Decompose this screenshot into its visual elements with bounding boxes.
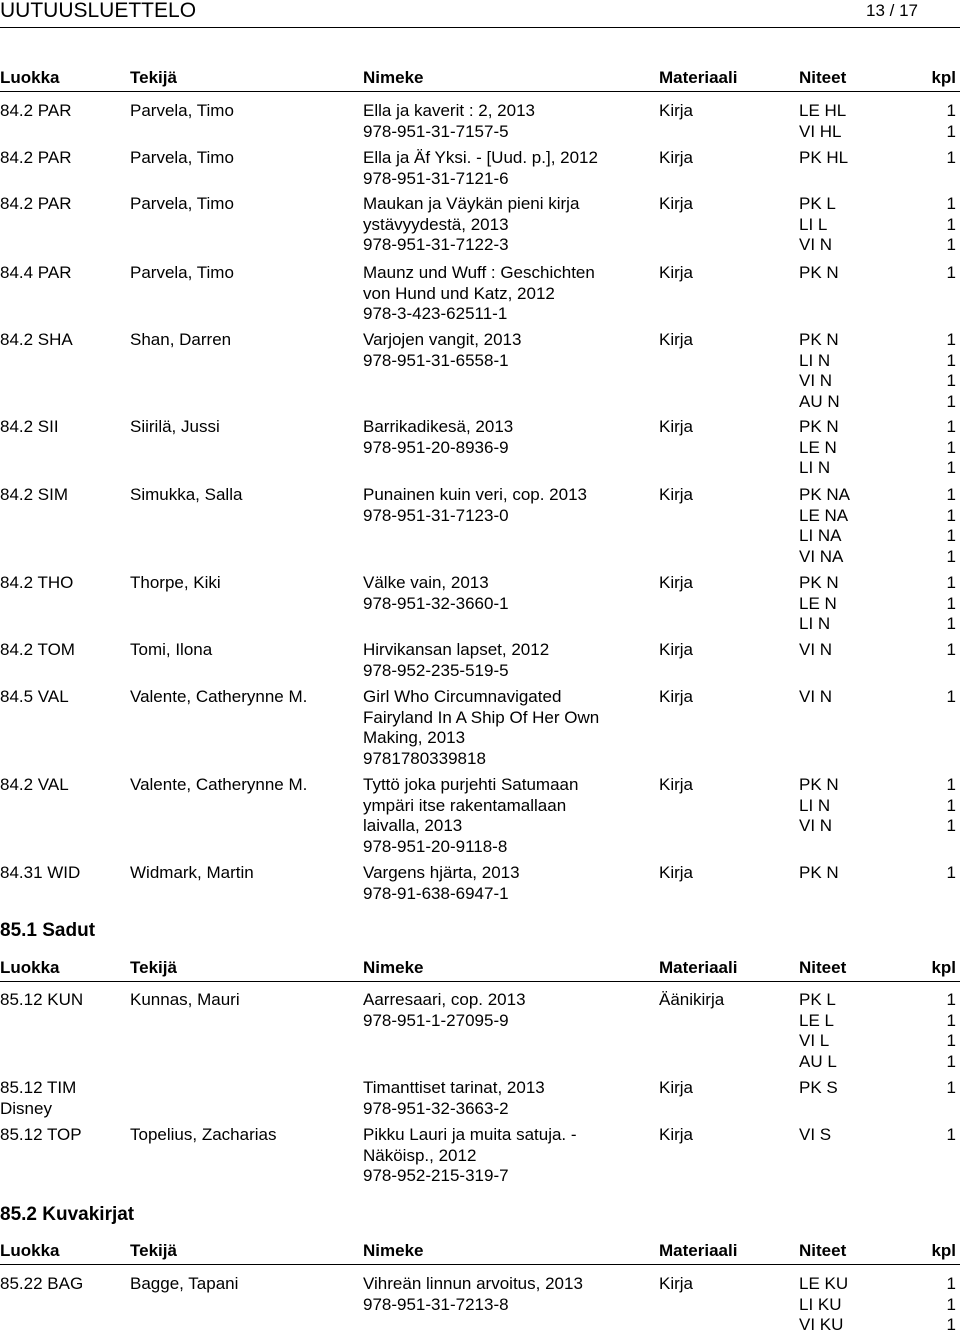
cell-materiaali [659,687,693,708]
cell-kpl [947,863,956,884]
nimeke-line: 978-951-20-9118-8 [363,836,508,856]
tekija-line: Parvela, Timo [130,263,234,282]
cell-kpl [947,573,956,635]
kpl-line: 1 [946,1315,956,1334]
kpl-line: 1 [946,526,956,545]
niteet-line: PK NA [799,485,851,504]
materiaali-line: Kirja [659,1125,694,1144]
kpl-line: 1 [946,121,956,141]
nimeke-line: 978-952-235-519-5 [363,660,509,680]
cell-kpl [947,148,956,169]
tekija-line: Thorpe, Kiki [130,573,221,592]
niteet-line: PK N [799,330,839,349]
nimeke-line: 978-951-31-7123-0 [363,505,509,525]
kpl-line: 1 [946,1031,956,1050]
niteet-line: PK N [799,573,839,592]
kpl-line: 1 [946,687,956,706]
niteet-line: LI N [799,458,831,477]
cell-kpl [947,1125,956,1146]
cell-nimeke [363,485,587,526]
document-title: UUTUUSLUETTELO [0,0,197,22]
cell-materiaali [659,640,693,661]
section-title: 85.1 Sadut [0,920,96,941]
materiaali-line: Kirja [659,573,694,592]
niteet-line: LI KU [799,1294,842,1314]
cell-niteet [799,1078,838,1099]
cell-kpl [947,101,956,142]
tekija-line: Kunnas, Mauri [130,990,240,1009]
cell-materiaali [659,330,693,351]
cell-materiaali [659,1125,693,1146]
kpl-line: 1 [946,391,956,411]
cell-materiaali [659,1274,693,1295]
cell-tekija [130,417,220,438]
cell-tekija [130,990,240,1011]
nimeke-line: Girl Who Circumnavigated [363,687,562,706]
nimeke-line: Välke vain, 2013 [363,573,489,592]
niteet-line: LI N [799,350,831,370]
tekija-line: Simukka, Salla [130,485,243,504]
kpl-line: 1 [946,505,956,525]
tekija-line: Parvela, Timo [130,148,234,167]
luokka-line: 85.12 KUN [0,990,84,1009]
cell-materiaali [659,417,693,438]
section-title: 85.2 Kuvakirjat [0,1204,135,1225]
cell-kpl [947,1274,956,1336]
kpl-line: 1 [946,263,956,282]
kpl-line: 1 [946,1274,956,1293]
kpl-line: 1 [946,371,956,390]
cell-tekija [130,863,254,884]
kpl-line: 1 [946,194,956,213]
materiaali-line: Kirja [659,775,694,794]
luokka-line: 84.2 TOM [0,640,75,659]
niteet-line: LI NA [799,526,842,545]
luokka-line: Disney [0,1098,52,1118]
cell-tekija [130,330,231,351]
cell-tekija [130,573,221,594]
kpl-line: 1 [946,214,956,234]
nimeke-line: von Hund und Katz, 2012 [363,283,555,303]
kpl-line: 1 [946,235,956,254]
luokka-line: 84.2 SIM [0,485,69,504]
kpl-line: 1 [946,458,956,477]
column-header-kpl: kpl [931,958,956,977]
luokka-line: 84.2 SII [0,417,59,436]
nimeke-line: 978-951-31-7122-3 [363,235,509,254]
luokka-line: 85.12 TIM [0,1078,77,1097]
niteet-line: PK N [799,417,839,436]
cell-niteet [799,775,839,837]
column-header-niteet: Niteet [799,68,847,87]
nimeke-line: Barrikadikesä, 2013 [363,417,514,436]
cell-niteet [799,990,837,1072]
cell-luokka [0,1274,83,1295]
materiaali-line: Kirja [659,148,694,167]
column-header-tekija: Tekijä [130,1241,177,1260]
cell-kpl [947,330,956,412]
kpl-line: 1 [946,546,956,566]
nimeke-line: Näköisp., 2012 [363,1145,477,1165]
cell-kpl [947,194,956,256]
column-header-luokka: Luokka [0,958,60,977]
nimeke-line: ympäri itse rakentamallaan [363,795,567,815]
cell-kpl [947,687,956,708]
kpl-line: 1 [946,330,956,349]
cell-nimeke [363,863,520,904]
cell-nimeke [363,990,526,1031]
materiaali-line: Kirja [659,863,694,882]
kpl-line: 1 [946,990,956,1009]
niteet-line: LE NA [799,505,849,525]
materiaali-line: Kirja [659,263,694,282]
niteet-line: PK N [799,263,839,282]
cell-luokka [0,417,59,438]
niteet-line: PK N [799,775,839,794]
header-rule [0,27,960,28]
cell-materiaali [659,573,693,594]
kpl-line: 1 [946,437,956,457]
cell-luokka [0,101,72,122]
niteet-line: PK HL [799,148,849,167]
cell-kpl [947,640,956,661]
cell-luokka [0,148,72,169]
luokka-line: 85.22 BAG [0,1274,84,1293]
materiaali-line: Kirja [659,101,694,120]
cell-luokka [0,485,68,506]
column-header-nimeke: Nimeke [363,68,424,87]
niteet-line: VI L [799,1031,830,1050]
luokka-line: 84.2 THO [0,573,74,592]
cell-nimeke [363,194,579,256]
cell-nimeke [363,417,513,458]
tekija-line: Parvela, Timo [130,101,234,120]
column-header-rule [0,91,960,92]
column-header-niteet: Niteet [799,1241,847,1260]
cell-luokka [0,1125,82,1146]
cell-kpl [947,263,956,284]
cell-materiaali [659,775,693,796]
nimeke-line: 978-951-31-7213-8 [363,1294,509,1314]
nimeke-line: 9781780339818 [363,748,486,768]
cell-kpl [947,485,956,567]
tekija-line: Topelius, Zacharias [130,1125,277,1144]
niteet-line: VI N [799,235,833,254]
page-header [0,0,960,22]
cell-niteet [799,263,839,284]
tekija-line: Valente, Catherynne M. [130,687,308,706]
cell-nimeke [363,263,595,325]
nimeke-line: 978-91-638-6947-1 [363,883,509,903]
cell-luokka [0,573,73,594]
luokka-line: 84.31 WID [0,863,81,882]
tekija-line: Valente, Catherynne M. [130,775,308,794]
column-header-kpl: kpl [931,1241,956,1260]
niteet-line: LI N [799,614,831,633]
niteet-line: LI L [799,214,828,234]
column-header-row [0,1240,960,1262]
tekija-line: Widmark, Martin [130,863,254,882]
cell-nimeke [363,687,599,769]
nimeke-line: 978-951-31-7157-5 [363,121,509,141]
cell-niteet [799,485,850,567]
nimeke-line: 978-3-423-62511-1 [363,304,508,323]
kpl-line: 1 [946,417,956,436]
cell-niteet [799,148,848,169]
nimeke-line: 978-951-32-3660-1 [363,593,509,613]
cell-nimeke [363,1125,577,1187]
materiaali-line: Kirja [659,417,694,436]
kpl-line: 1 [946,101,956,120]
column-header-niteet: Niteet [799,958,847,977]
tekija-line: Tomi, Ilona [130,640,213,659]
column-header-row [0,957,960,979]
column-header-rule [0,981,960,982]
niteet-line: PK L [799,990,836,1009]
niteet-line: VI N [799,371,833,390]
cell-niteet [799,573,839,635]
cell-tekija [130,1274,238,1295]
nimeke-line: Making, 2013 [363,728,466,747]
column-header-kpl: kpl [931,68,956,87]
cell-nimeke [363,330,521,371]
column-header-nimeke: Nimeke [363,958,424,977]
cell-niteet [799,863,839,884]
column-header-rule [0,1264,960,1265]
luokka-line: 84.2 PAR [0,148,72,167]
materiaali-line: Kirja [659,485,694,504]
nimeke-line: Ella ja Äf Yksi. - [Uud. p.], 2012 [363,148,598,167]
kpl-line: 1 [946,614,956,633]
niteet-line: LE N [799,437,837,457]
nimeke-line: Maunz und Wuff : Geschichten [363,263,595,282]
cell-luokka [0,1078,76,1119]
nimeke-line: Vihreän linnun arvoitus, 2013 [363,1274,583,1293]
nimeke-line: Tyttö joka purjehti Satumaan [363,775,579,794]
cell-niteet [799,1125,831,1146]
kpl-line: 1 [946,816,956,835]
kpl-line: 1 [946,640,956,659]
niteet-line: LE L [799,1010,834,1030]
nimeke-line: Punainen kuin veri, cop. 2013 [363,485,587,504]
cell-materiaali [659,485,693,506]
nimeke-line: Hirvikansan lapset, 2012 [363,640,550,659]
cell-tekija [130,194,234,215]
cell-nimeke [363,101,535,142]
niteet-line: LI N [799,795,831,815]
nimeke-line: laivalla, 2013 [363,816,463,835]
niteet-line: AU L [799,1051,837,1071]
niteet-line: VI HL [799,121,842,141]
niteet-line: VI N [799,640,833,659]
cell-luokka [0,863,80,884]
tekija-line: Siirilä, Jussi [130,417,220,436]
column-header-tekija: Tekijä [130,958,177,977]
niteet-line: PK L [799,194,836,213]
kpl-line: 1 [946,485,956,504]
cell-nimeke [363,148,598,189]
cell-tekija [130,640,212,661]
luokka-line: 84.2 PAR [0,194,72,213]
luokka-line: 84.2 VAL [0,775,69,794]
column-header-materiaali: Materiaali [659,68,738,87]
luokka-line: 84.2 SHA [0,330,73,349]
materiaali-line: Kirja [659,330,694,349]
cell-tekija [130,485,242,506]
cell-materiaali [659,1078,693,1099]
niteet-line: PK S [799,1078,838,1097]
materiaali-line: Kirja [659,1274,694,1293]
cell-kpl [947,990,956,1072]
niteet-line: PK N [799,863,839,882]
niteet-line: VI S [799,1125,832,1144]
tekija-line: Shan, Darren [130,330,232,349]
materiaali-line: Kirja [659,687,694,706]
niteet-line: LE HL [799,101,847,120]
cell-luokka [0,687,69,708]
nimeke-line: Fairyland In A Ship Of Her Own [363,707,600,727]
cell-tekija [130,775,307,796]
kpl-line: 1 [946,573,956,592]
nimeke-line: 978-951-31-7121-6 [363,168,509,188]
materiaali-line: Kirja [659,640,694,659]
cell-tekija [130,687,307,708]
cell-niteet [799,640,832,661]
niteet-line: VI KU [799,1315,844,1334]
cell-materiaali [659,101,693,122]
nimeke-line: Vargens hjärta, 2013 [363,863,520,882]
cell-kpl [947,417,956,479]
cell-niteet [799,1274,848,1336]
kpl-line: 1 [946,1010,956,1030]
cell-tekija [130,1125,276,1146]
cell-tekija [130,101,234,122]
cell-tekija [130,263,234,284]
materiaali-line: Äänikirja [659,990,725,1009]
cell-luokka [0,775,69,796]
luokka-line: 84.4 PAR [0,263,72,282]
cell-niteet [799,101,846,142]
page-number: 13 / 17 [866,1,918,20]
niteet-line: VI N [799,687,833,706]
nimeke-line: 978-951-32-3663-2 [363,1098,509,1118]
column-header-nimeke: Nimeke [363,1241,424,1260]
kpl-line: 1 [946,148,956,167]
cell-materiaali [659,863,693,884]
cell-nimeke [363,1078,545,1119]
luokka-line: 84.5 VAL [0,687,69,706]
materiaali-line: Kirja [659,1078,694,1097]
cell-luokka [0,194,72,215]
kpl-line: 1 [946,863,956,882]
nimeke-line: Ella ja kaverit : 2, 2013 [363,101,535,120]
cell-materiaali [659,263,693,284]
nimeke-line: ystävyydestä, 2013 [363,214,509,234]
tekija-line: Parvela, Timo [130,194,234,213]
nimeke-line: 978-951-1-27095-9 [363,1010,509,1030]
luokka-line: 84.2 PAR [0,101,72,120]
materiaali-line: Kirja [659,194,694,213]
niteet-line: AU N [799,391,840,411]
column-header-row [0,67,960,89]
cell-luokka [0,330,73,351]
column-header-luokka: Luokka [0,1241,60,1260]
cell-tekija [130,148,234,169]
niteet-line: LE N [799,593,837,613]
nimeke-line: Varjojen vangit, 2013 [363,330,522,349]
cell-nimeke [363,1274,583,1315]
nimeke-line: 978-951-31-6558-1 [363,350,509,370]
cell-kpl [947,1078,956,1099]
cell-kpl [947,775,956,837]
cell-nimeke [363,573,509,614]
kpl-line: 1 [946,1078,956,1097]
cell-materiaali [659,194,693,215]
nimeke-line: 978-952-215-319-7 [363,1166,509,1185]
cell-luokka [0,990,83,1011]
cell-materiaali [659,148,693,169]
kpl-line: 1 [946,1294,956,1314]
column-header-luokka: Luokka [0,68,60,87]
nimeke-line: Aarresaari, cop. 2013 [363,990,526,1009]
column-header-materiaali: Materiaali [659,958,738,977]
kpl-line: 1 [946,1051,956,1071]
kpl-line: 1 [946,593,956,613]
nimeke-line: 978-951-20-8936-9 [363,437,509,457]
cell-nimeke [363,775,578,857]
kpl-line: 1 [946,795,956,815]
column-header-tekija: Tekijä [130,68,177,87]
column-header-materiaali: Materiaali [659,1241,738,1260]
niteet-line: VI NA [799,546,844,566]
nimeke-line: Maukan ja Väykän pieni kirja [363,194,580,213]
niteet-line: VI N [799,816,833,835]
nimeke-line: Timanttiset tarinat, 2013 [363,1078,545,1097]
nimeke-line: Pikku Lauri ja muita satuja. - [363,1125,577,1144]
cell-materiaali [659,990,724,1011]
cell-luokka [0,263,72,284]
cell-niteet [799,194,836,256]
kpl-line: 1 [946,775,956,794]
luokka-line: 85.12 TOP [0,1125,82,1144]
kpl-line: 1 [946,350,956,370]
cell-niteet [799,687,832,708]
cell-niteet [799,330,840,412]
niteet-line: LE KU [799,1274,849,1293]
kpl-line: 1 [946,1125,956,1144]
cell-luokka [0,640,75,661]
tekija-line: Bagge, Tapani [130,1274,239,1293]
cell-nimeke [363,640,549,681]
cell-niteet [799,417,839,479]
